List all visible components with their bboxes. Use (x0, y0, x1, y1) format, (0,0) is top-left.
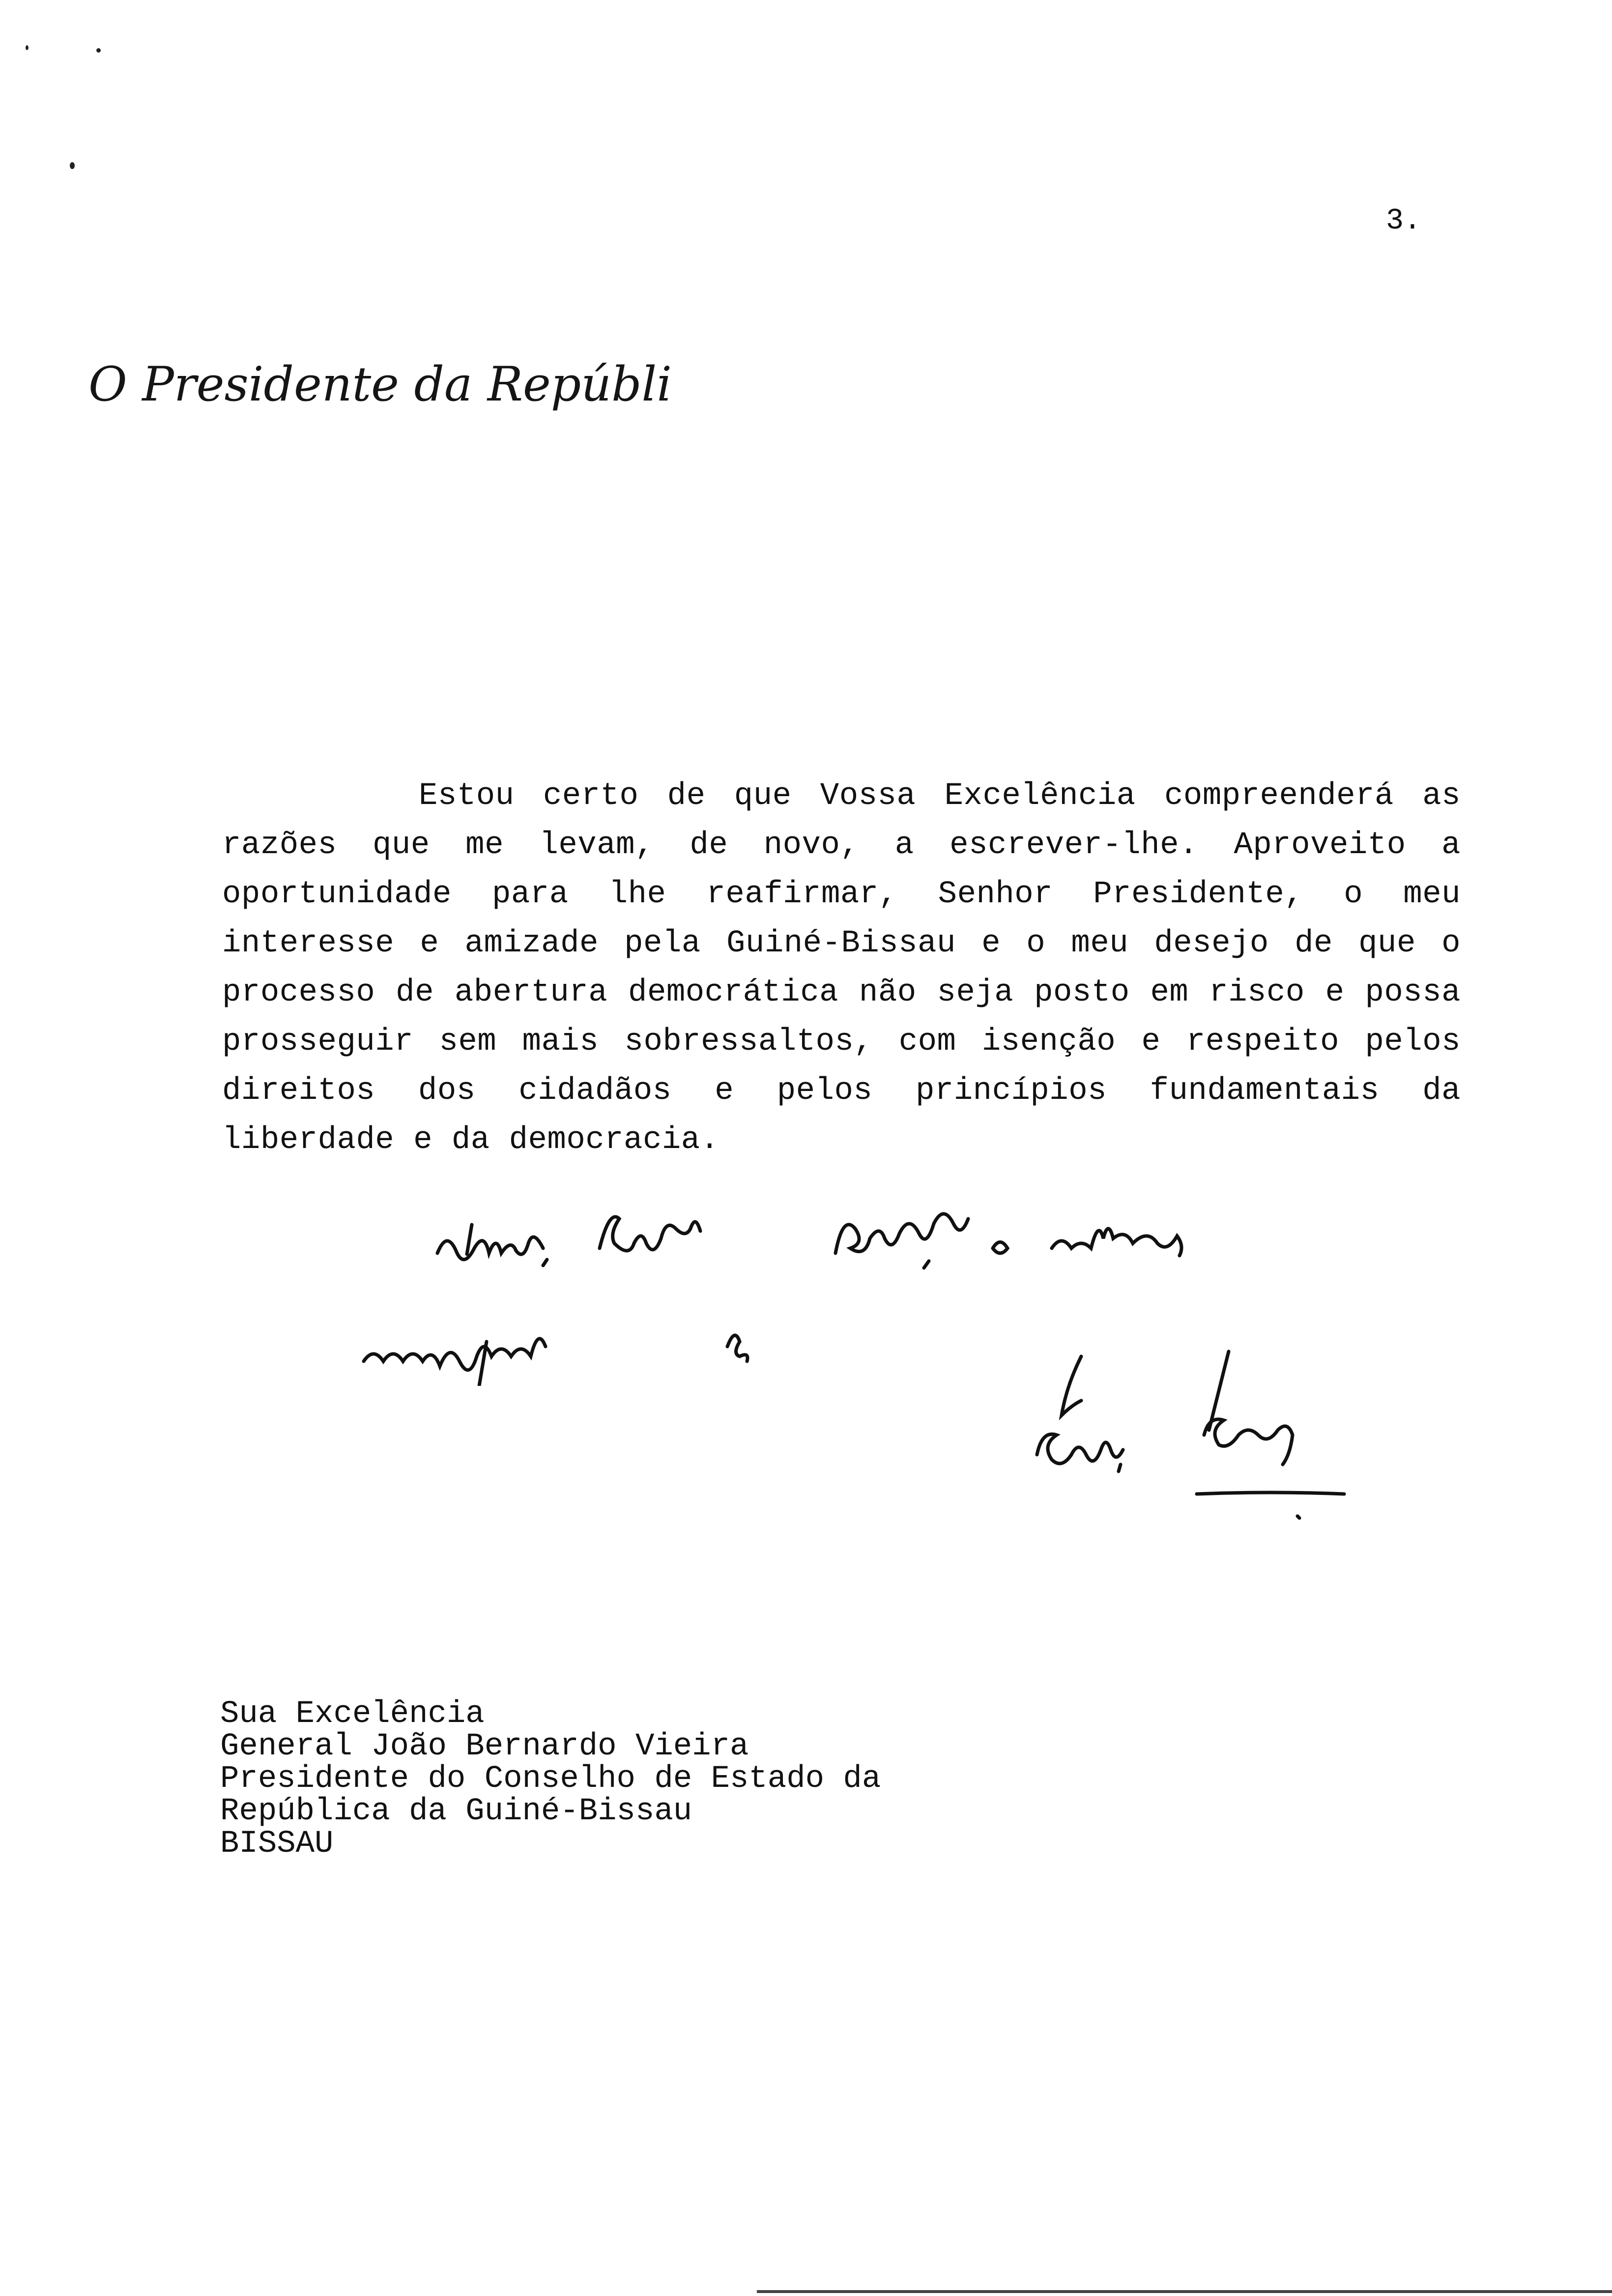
addressee-line: República da Guiné-Bissau (220, 1794, 692, 1829)
page-number: 3. (1386, 204, 1422, 238)
scan-speck (26, 45, 29, 50)
letter-body-paragraph: Estou certo de que Vossa Excelência compreenderá as razões que me levam, de novo, a escrever-lhe. Aproveito a oportunidade para lhe reafirmar, Senhor Presidente, o meu interesse e amizade pela Guiné-Bissau e o meu desejo de que o processo de abertura democrática não seja posto em risco e possa prosseguir sem mais sobressaltos, com isenção e respeito pelos direitos dos cidadãos e pelos princípios fundamentais da liberdade e da democracia. (222, 778, 1461, 1158)
signature (1022, 1347, 1356, 1523)
addressee-line: Presidente do Conselho de Estado da (220, 1761, 881, 1797)
signature-scribble (1037, 1351, 1344, 1518)
svg-text:O Presidente da República: O Presidente da República (88, 357, 673, 412)
letterhead-script (84, 344, 673, 423)
addressee-line: Sua Excelência (220, 1696, 485, 1732)
addressee-line: BISSAU (220, 1826, 334, 1862)
scan-speck (96, 48, 101, 53)
addressee-line: General João Bernardo Vieira (220, 1729, 749, 1764)
scan-speck (70, 162, 75, 169)
addressee-block (220, 1698, 881, 1860)
scan-edge-line (757, 2290, 1612, 2293)
